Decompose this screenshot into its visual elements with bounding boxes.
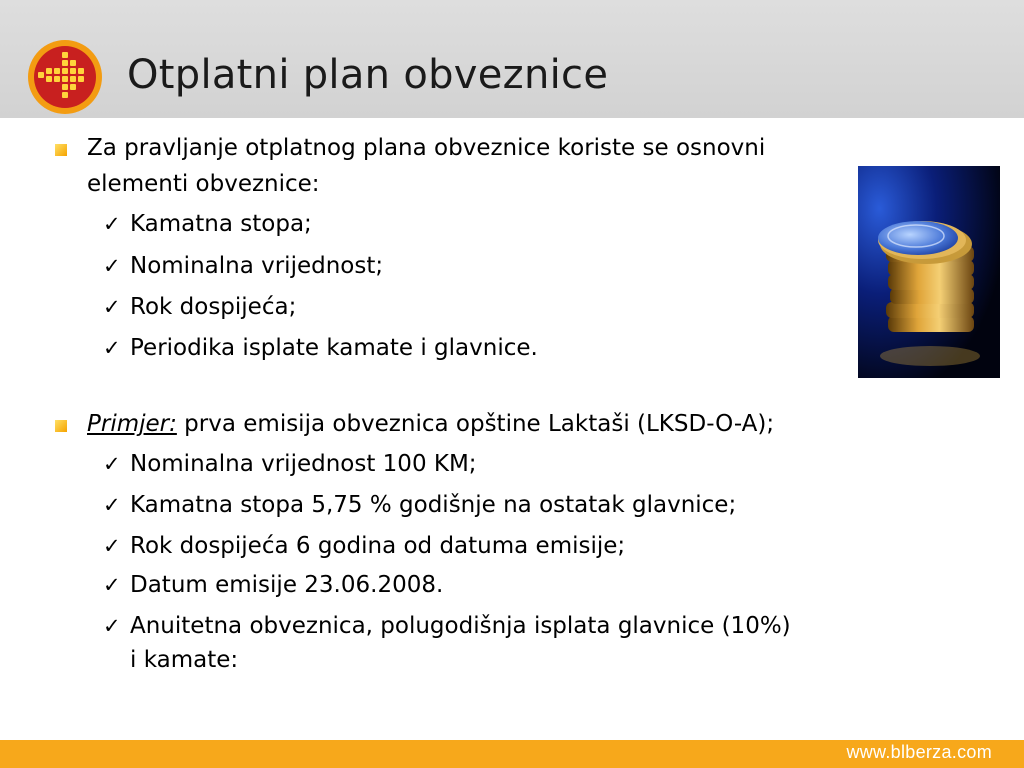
element-item: Periodika isplate kamate i glavnice. bbox=[130, 335, 538, 361]
element-item: Rok dospijeća; bbox=[130, 294, 297, 320]
example-item: Nominalna vrijednost 100 KM; bbox=[130, 451, 477, 477]
footer-website-url: www.blberza.com bbox=[846, 742, 992, 762]
example-label: Primjer: bbox=[87, 411, 177, 437]
bullet-square-icon bbox=[55, 420, 67, 432]
example-item: Anuitetna obveznica, polugodišnja isplata glavnice (10%) bbox=[130, 613, 791, 639]
slide-title: Otplatni plan obveznice bbox=[127, 52, 609, 98]
example-item-continued: i kamate: bbox=[130, 647, 239, 673]
bullet-square-icon bbox=[55, 144, 67, 156]
checkmark-icon: ✓ bbox=[103, 452, 121, 476]
checkmark-icon: ✓ bbox=[103, 295, 121, 319]
checkmark-icon: ✓ bbox=[103, 493, 121, 517]
checkmark-icon: ✓ bbox=[103, 254, 121, 278]
slide-footer-bar bbox=[0, 740, 1024, 768]
example-text: prva emisija obveznica opštine Laktaši (LKSD-O-A); bbox=[176, 411, 775, 437]
checkmark-icon: ✓ bbox=[103, 573, 121, 597]
element-item: Nominalna vrijednost; bbox=[130, 253, 384, 279]
checkmark-icon: ✓ bbox=[103, 212, 121, 236]
example-line bbox=[87, 408, 774, 440]
element-item: Kamatna stopa; bbox=[130, 211, 312, 237]
example-item: Datum emisije 23.06.2008. bbox=[130, 572, 444, 598]
checkmark-icon: ✓ bbox=[103, 614, 121, 638]
checkmark-icon: ✓ bbox=[103, 534, 121, 558]
intro-line-1: Za pravljanje otplatnog plana obveznice koriste se osnovni bbox=[87, 135, 766, 161]
checkmark-icon: ✓ bbox=[103, 336, 121, 360]
coin-stack-image bbox=[858, 166, 1000, 378]
example-item: Kamatna stopa 5,75 % godišnje na ostatak glavnice; bbox=[130, 492, 737, 518]
example-item: Rok dospijeća 6 godina od datuma emisije; bbox=[130, 533, 626, 559]
intro-line-2: elementi obveznice: bbox=[87, 171, 320, 197]
